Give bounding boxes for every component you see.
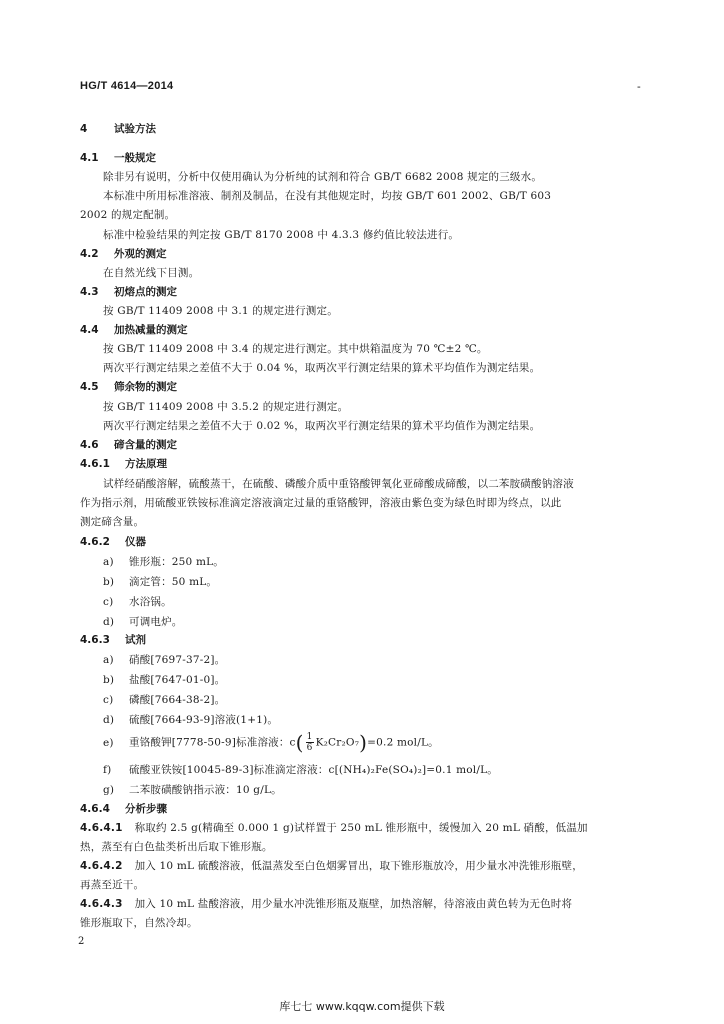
list-item: b) 滴定管：50 mL。 — [103, 576, 218, 588]
step-paragraph: 4.6.4.2 加入 10 mL 硫酸溶液，低温蒸发至白色烟雾冒出，取下锥形瓶放冷，用少量水冲洗锥形瓶壁， — [80, 860, 583, 872]
section-number: 4 — [80, 123, 88, 135]
section-4-6-4-heading — [80, 801, 167, 816]
section-title: 加热减量的测定 — [114, 324, 188, 336]
section-title: 初熔点的测定 — [114, 286, 177, 298]
section-4-6-3-heading — [80, 632, 146, 647]
paragraph: 再蒸至近干。 — [80, 879, 145, 891]
fraction: $\frac{1}{6}$ — [306, 732, 313, 753]
paragraph: 2002 的规定配制。 — [80, 209, 176, 221]
section-4-3-heading — [80, 284, 177, 299]
section-4-4-heading — [80, 322, 188, 337]
section-number: 4.2 — [80, 248, 99, 260]
paragraph: 按 GB/T 11409 2008 中 3.5.2 的规定进行测定。 — [103, 401, 349, 413]
section-number: 4.1 — [80, 152, 99, 164]
section-4-1-heading — [80, 150, 156, 165]
list-item-formula: e) 重铬酸钾[7778-50-9]标准溶液：c( $\frac{1}{6}$ K₂Cr₂O₇)=0.2 mol/L。 — [103, 730, 439, 755]
list-item: c) 磷酸[7664-38-2]。 — [103, 694, 226, 706]
list-item: b) 盐酸[7647-01-0]。 — [103, 674, 226, 686]
section-number: 4.6 — [80, 439, 99, 451]
section-title: 试验方法 — [114, 123, 156, 135]
header-dash: - — [637, 80, 641, 93]
section-4-6-2-heading — [80, 534, 146, 549]
standard-number: HG/T 4614—2014 — [80, 80, 174, 92]
section-4-5-heading — [80, 379, 177, 394]
section-number: 4.6.4 — [80, 803, 110, 815]
section-title: 仪器 — [125, 536, 146, 548]
paragraph: 两次平行测定结果之差值不大于 0.04 %，取两次平行测定结果的算术平均值作为测定结果。 — [103, 362, 541, 374]
list-item: a) 硝酸[7697-37-2]。 — [103, 654, 226, 666]
paragraph: 标准中检验结果的判定按 GB/T 8170 2008 中 4.3.3 修约值比较法进行。 — [103, 229, 460, 241]
section-title: 分析步骤 — [125, 803, 167, 815]
section-number: 4.6.2 — [80, 536, 110, 548]
list-item: f) 硫酸亚铁铵[10045-89-3]标准滴定溶液：c[(NH₄)₂Fe(SO₄)₂]=0.1 mol/L。 — [103, 764, 498, 776]
paragraph: 在自然光线下目测。 — [103, 267, 200, 279]
list-item: c) 水浴锅。 — [103, 596, 172, 608]
paragraph: 除非另有说明，分析中仅使用确认为分析纯的试剂和符合 GB/T 6682 2008 规定的三级水。 — [103, 171, 543, 183]
section-number: 4.3 — [80, 286, 99, 298]
paragraph: 按 GB/T 11409 2008 中 3.4 的规定进行测定。其中烘箱温度为 70 ℃±2 ℃。 — [103, 343, 488, 355]
paragraph: 试样经硝酸溶解，硫酸蒸干，在硫酸、磷酸介质中重铬酸钾氧化亚碲酸成碲酸，以二苯胺磺酸钠溶液 — [103, 478, 574, 490]
section-title: 筛余物的测定 — [114, 381, 177, 393]
section-title: 方法原理 — [125, 458, 167, 470]
section-number: 4.6.1 — [80, 458, 110, 470]
page-number: 2 — [78, 936, 85, 947]
step-paragraph: 4.6.4.3 加入 10 mL 盐酸溶液，用少量水冲洗锥形瓶及瓶壁，加热溶解，待溶液由黄色转为无色时将 — [80, 898, 573, 910]
list-item: d) 可调电炉。 — [103, 616, 183, 628]
section-number: 4.5 — [80, 381, 99, 393]
section-title: 试剂 — [125, 634, 146, 646]
section-number: 4.4 — [80, 324, 99, 336]
section-4-6-heading — [80, 437, 177, 452]
paragraph: 热，蒸至有白色盐类析出后取下锥形瓶。 — [80, 841, 273, 853]
paragraph: 按 GB/T 11409 2008 中 3.1 的规定进行测定。 — [103, 305, 338, 317]
section-4-heading — [80, 121, 156, 136]
paragraph: 测定碲含量。 — [80, 516, 145, 528]
step-paragraph: 4.6.4.1 称取约 2.5 g(精确至 0.000 1 g)试样置于 250 mL 锥形瓶中，缓慢加入 20 mL 硝酸，低温加 — [80, 822, 588, 834]
section-4-6-1-heading — [80, 456, 167, 471]
section-number: 4.6.3 — [80, 634, 110, 646]
paragraph: 本标准中所用标准溶液、制剂及制品，在没有其他规定时，均按 GB/T 601 2002、GB/T 603 — [103, 190, 552, 202]
chemical-formula: K₂Cr₂O₇ — [315, 736, 360, 749]
paragraph: 锥形瓶取下，自然冷却。 — [80, 917, 198, 929]
paragraph: 两次平行测定结果之差值不大于 0.02 %，取两次平行测定结果的算术平均值作为测定结果。 — [103, 420, 541, 432]
section-title: 一般规定 — [114, 152, 156, 164]
paragraph: 作为指示剂，用硫酸亚铁铵标准滴定溶液滴定过量的重铬酸钾，溶液由紫色变为绿色时即为终点，以此 — [80, 497, 562, 509]
section-4-2-heading — [80, 246, 167, 261]
footer-watermark: 库七七 www.kqqw.com提供下载 — [279, 1000, 445, 1013]
section-title: 外观的测定 — [114, 248, 167, 260]
list-item: d) 硫酸[7664-93-9]溶液(1+1)。 — [103, 714, 279, 726]
list-item: g) 二苯胺磺酸钠指示液：10 g/L。 — [103, 784, 282, 796]
list-item: a) 锥形瓶：250 mL。 — [103, 556, 225, 568]
section-title: 碲含量的测定 — [114, 439, 177, 451]
